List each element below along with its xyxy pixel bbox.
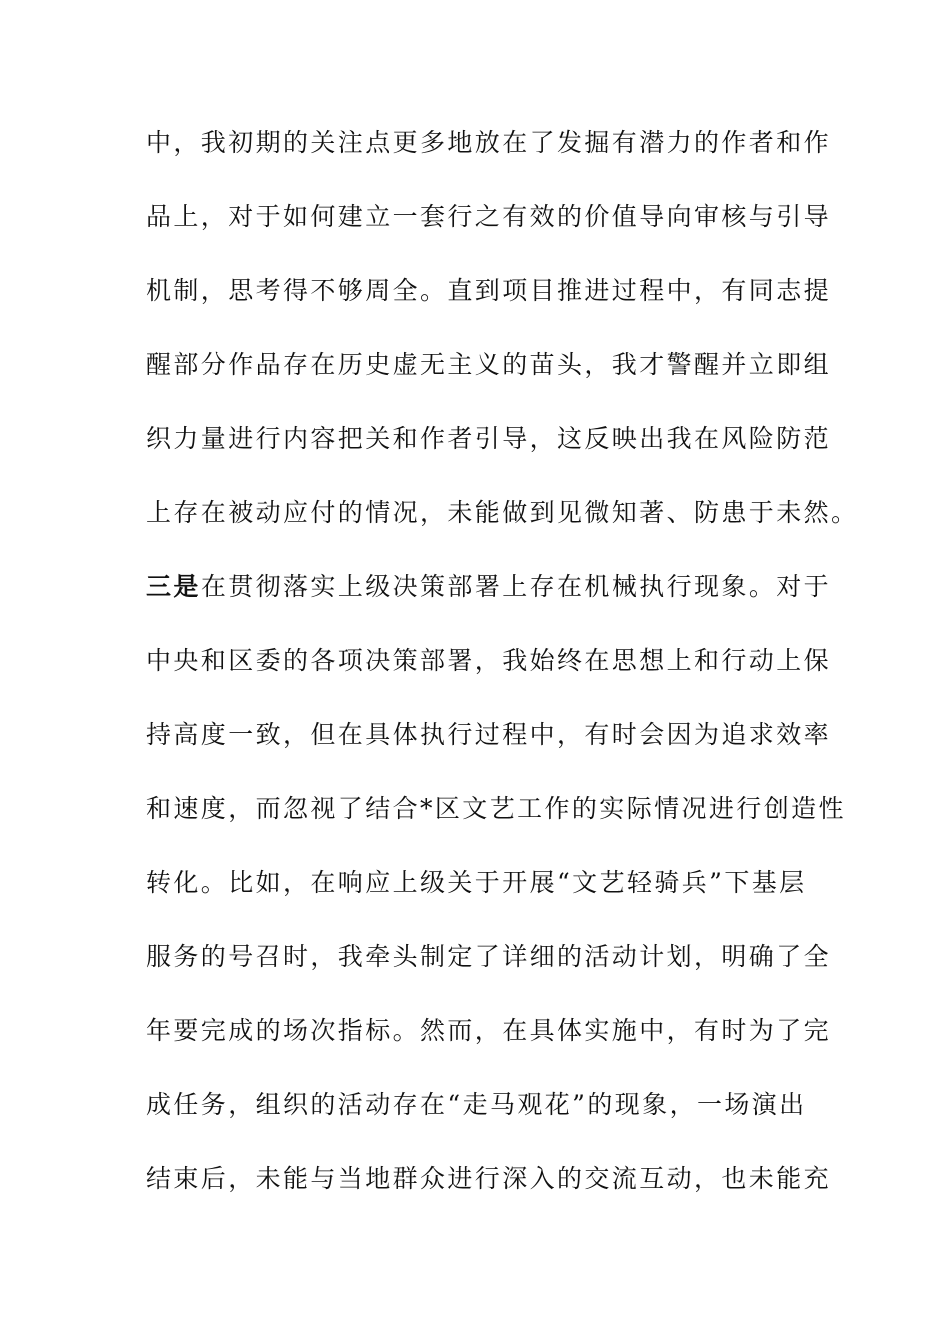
paragraph-line: 成任务，组织的活动存在“走马观花”的现象，一场演出 bbox=[146, 1090, 807, 1119]
paragraph-line: 上存在被动应付的情况，未能做到见微知著、防患于未然。 bbox=[146, 498, 859, 527]
paragraph-line: 中央和区委的各项决策部署，我始终在思想上和行动上保 bbox=[146, 646, 832, 675]
paragraph-line-text: 在贯彻落实上级决策部署上存在机械执行现象。对于 bbox=[200, 572, 832, 601]
paragraph-line: 机制，思考得不够周全。直到项目推进过程中，有同志提 bbox=[146, 276, 832, 305]
paragraph-line: 醒部分作品存在历史虚无主义的苗头，我才警醒并立即组 bbox=[146, 350, 832, 379]
paragraph-line: 织力量进行内容把关和作者引导，这反映出我在风险防范 bbox=[146, 424, 832, 453]
paragraph-line-with-heading bbox=[146, 567, 832, 607]
paragraph-line: 服务的号召时，我牵头制定了详细的活动计划，明确了全 bbox=[146, 942, 832, 971]
paragraph-line: 和速度，而忽视了结合*区文艺工作的实际情况进行创造性 bbox=[146, 794, 846, 823]
point-heading: 三是 bbox=[146, 572, 201, 601]
paragraph-line: 持高度一致，但在具体执行过程中，有时会因为追求效率 bbox=[146, 720, 832, 749]
paragraph-line: 年要完成的场次指标。然而，在具体实施中，有时为了完 bbox=[146, 1016, 832, 1045]
paragraph-line: 中，我初期的关注点更多地放在了发掘有潜力的作者和作 bbox=[146, 128, 832, 157]
paragraph-line: 转化。比如，在响应上级关于开展“文艺轻骑兵”下基层 bbox=[146, 868, 807, 897]
paragraph-line: 品上，对于如何建立一套行之有效的价值导向审核与引导 bbox=[146, 202, 832, 231]
paragraph-line: 结束后，未能与当地群众进行深入的交流互动，也未能充 bbox=[146, 1164, 832, 1193]
